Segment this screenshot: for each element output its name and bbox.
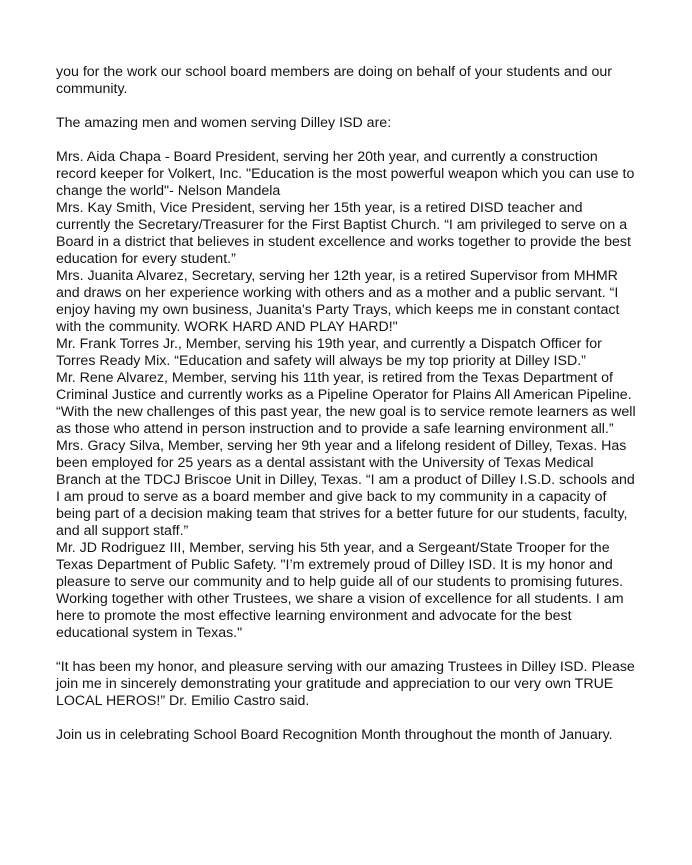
paragraph-spacer — [56, 98, 636, 115]
recognition-invitation: Join us in celebrating School Board Recognition Month throughout the month of January. — [56, 727, 613, 743]
paragraph-spacer — [56, 132, 636, 149]
paragraph-spacer — [56, 642, 636, 659]
board-member-kay-smith: Mrs. Kay Smith, Vice President, serving her 15th year, is a retired DISD teacher and currently the Secretary/Treasurer for the First Baptist Church. “I am privileged to serve on a Board in a district that believes in student excellence and works together to provide the best education for every student.” — [56, 200, 631, 267]
board-member-juanita-alvarez: Mrs. Juanita Alvarez, Secretary, serving her 12th year, is a retired Supervisor from MHMR and draws on her experience working with others and as a mother and a public servant. “I enjoy having my own business, Juanita's Party Trays, which keeps me in constant contact with the community. WORK HARD AND PLAY HARD!" — [56, 268, 620, 335]
board-member-frank-torres: Mr. Frank Torres Jr., Member, serving his 19th year, and currently a Dispatch Officer for Torres Ready Mix. “Education and safety will always be my top priority at Dilley ISD.” — [56, 336, 602, 369]
document-body — [56, 64, 636, 744]
board-member-rene-alvarez: Mr. Rene Alvarez, Member, serving his 11th year, is retired from the Texas Department of Criminal Justice and currently works as a Pipeline Operator for Plains All American Pipeline. “With the new challenges of this past year, the new goal is to service remote learners as well as those who attend in person instruction and to provide a safe learning environment all.” — [56, 370, 636, 437]
board-member-list — [56, 149, 636, 642]
intro-continuation: you for the work our school board members are doing on behalf of your students and our community. — [56, 64, 613, 97]
board-member-jd-rodriguez: Mr. JD Rodriguez III, Member, serving his 5th year, and a Sergeant/State Trooper for the Texas Department of Public Safety. "I’m extremely proud of Dilley ISD. It is my honor and pleasure to serve our community and to help guide all of our students to promising futures. Working together with other Trustees, we share a vision of excellence for all students. I am here to promote the most effective learning environment and advocate for the best educational system in Texas." — [56, 540, 624, 641]
board-member-aida-chapa: Mrs. Aida Chapa - Board President, serving her 20th year, and currently a construction record keeper for Volkert, Inc. "Education is the most powerful weapon which you can use to change the world"- Nelson Mandela — [56, 149, 635, 199]
board-lead-in: The amazing men and women serving Dilley ISD are: — [56, 115, 392, 131]
superintendent-quote: “It has been my honor, and pleasure serving with our amazing Trustees in Dilley ISD. Please join me in sincerely demonstrating your gratitude and appreciation to our very own TRUE LOCAL HEROS!” Dr. Emilio Castro said. — [56, 659, 635, 709]
paragraph-spacer — [56, 710, 636, 727]
board-member-gracy-silva: Mrs. Gracy Silva, Member, serving her 9th year and a lifelong resident of Dilley, Texas. Has been employed for 25 years as a dental assistant with the University of Texas Medical Branch at the TDCJ Briscoe Unit in Dilley, Texas. “I am a product of Dilley I.S.D. schools and I am proud to serve as a board member and give back to my community in a capacity of being part of a decision making team that strives for a better future for our students, faculty, and all support staff.” — [56, 438, 635, 539]
